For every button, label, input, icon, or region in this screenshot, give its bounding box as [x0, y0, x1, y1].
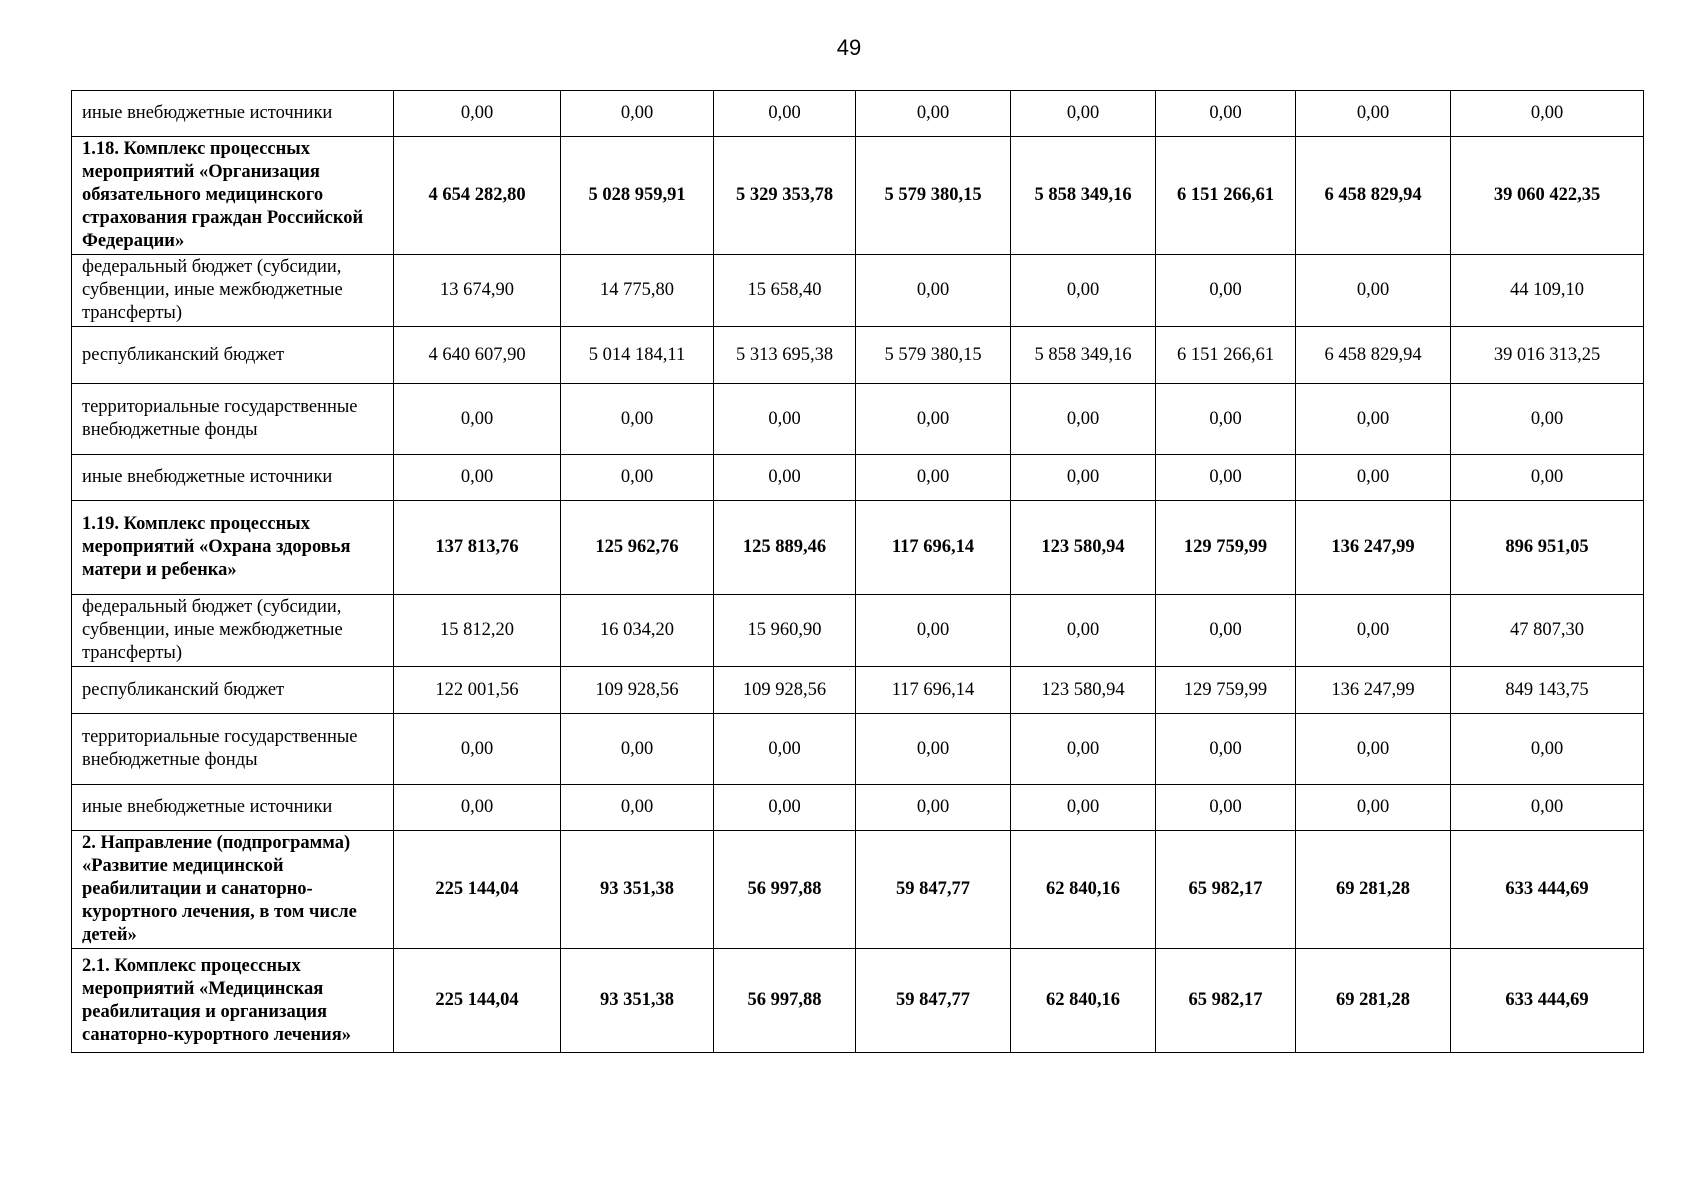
row-value: 0,00 [1296, 384, 1451, 455]
row-value: 0,00 [561, 91, 714, 137]
row-label: 1.18. Комплекс процессных мероприятий «Организация обязательного медицинского страхования граждан Российской Федерации» [72, 137, 394, 255]
row-value: 16 034,20 [561, 595, 714, 667]
row-value: 137 813,76 [394, 501, 561, 595]
table-row [72, 384, 1644, 455]
row-value: 5 579 380,15 [856, 327, 1011, 384]
row-value: 129 759,99 [1156, 501, 1296, 595]
row-value: 65 982,17 [1156, 949, 1296, 1053]
row-value: 0,00 [856, 91, 1011, 137]
row-value: 0,00 [714, 714, 856, 785]
row-value: 125 962,76 [561, 501, 714, 595]
row-value: 5 579 380,15 [856, 137, 1011, 255]
budget-table-body [72, 91, 1644, 1053]
row-value: 0,00 [394, 455, 561, 501]
row-value: 5 313 695,38 [714, 327, 856, 384]
row-value: 0,00 [561, 455, 714, 501]
row-value: 0,00 [394, 384, 561, 455]
row-value: 5 858 349,16 [1011, 327, 1156, 384]
row-value: 0,00 [1451, 714, 1644, 785]
row-value: 0,00 [1451, 455, 1644, 501]
row-value: 69 281,28 [1296, 949, 1451, 1053]
row-value: 225 144,04 [394, 949, 561, 1053]
row-value: 117 696,14 [856, 501, 1011, 595]
row-value: 93 351,38 [561, 831, 714, 949]
row-value: 0,00 [394, 714, 561, 785]
row-label: территориальные государственные внебюджетные фонды [72, 714, 394, 785]
row-value: 0,00 [856, 255, 1011, 327]
row-label: иные внебюджетные источники [72, 785, 394, 831]
row-value: 633 444,69 [1451, 949, 1644, 1053]
row-value: 44 109,10 [1451, 255, 1644, 327]
row-value: 0,00 [1011, 384, 1156, 455]
row-value: 0,00 [1156, 91, 1296, 137]
row-label: федеральный бюджет (субсидии, субвенции, иные межбюджетные трансферты) [72, 595, 394, 667]
row-label: республиканский бюджет [72, 327, 394, 384]
table-row [72, 327, 1644, 384]
row-value: 0,00 [1451, 785, 1644, 831]
row-value: 0,00 [1156, 455, 1296, 501]
row-value: 5 028 959,91 [561, 137, 714, 255]
row-value: 0,00 [1011, 455, 1156, 501]
row-value: 896 951,05 [1451, 501, 1644, 595]
row-value: 0,00 [714, 455, 856, 501]
row-value: 0,00 [1296, 91, 1451, 137]
table-row [72, 501, 1644, 595]
row-value: 849 143,75 [1451, 667, 1644, 714]
row-value: 6 458 829,94 [1296, 327, 1451, 384]
row-value: 0,00 [1296, 255, 1451, 327]
table-row [72, 667, 1644, 714]
row-value: 62 840,16 [1011, 949, 1156, 1053]
table-row [72, 137, 1644, 255]
row-value: 0,00 [1011, 714, 1156, 785]
row-value: 4 654 282,80 [394, 137, 561, 255]
row-value: 0,00 [714, 91, 856, 137]
row-value: 6 458 829,94 [1296, 137, 1451, 255]
row-value: 93 351,38 [561, 949, 714, 1053]
row-value: 47 807,30 [1451, 595, 1644, 667]
row-value: 0,00 [1451, 91, 1644, 137]
row-label: республиканский бюджет [72, 667, 394, 714]
row-value: 0,00 [394, 91, 561, 137]
row-value: 0,00 [1296, 595, 1451, 667]
row-value: 56 997,88 [714, 831, 856, 949]
row-value: 129 759,99 [1156, 667, 1296, 714]
row-value: 0,00 [1011, 255, 1156, 327]
row-value: 0,00 [1296, 785, 1451, 831]
row-value: 0,00 [714, 785, 856, 831]
row-value: 123 580,94 [1011, 667, 1156, 714]
page-number: 49 [836, 35, 862, 60]
table-row [72, 91, 1644, 137]
table-row [72, 831, 1644, 949]
row-value: 15 812,20 [394, 595, 561, 667]
table-row [72, 255, 1644, 327]
row-value: 0,00 [1156, 255, 1296, 327]
row-value: 0,00 [714, 384, 856, 455]
row-value: 4 640 607,90 [394, 327, 561, 384]
row-value: 39 016 313,25 [1451, 327, 1644, 384]
table-row [72, 785, 1644, 831]
row-value: 0,00 [1296, 455, 1451, 501]
row-value: 6 151 266,61 [1156, 137, 1296, 255]
row-value: 59 847,77 [856, 831, 1011, 949]
row-value: 0,00 [561, 384, 714, 455]
row-value: 109 928,56 [714, 667, 856, 714]
row-value: 136 247,99 [1296, 667, 1451, 714]
row-value: 0,00 [561, 714, 714, 785]
row-value: 0,00 [1296, 714, 1451, 785]
row-label: территориальные государственные внебюджетные фонды [72, 384, 394, 455]
row-value: 6 151 266,61 [1156, 327, 1296, 384]
row-label: 2. Направление (подпрограмма) «Развитие медицинской реабилитации и санаторно-курортного лечения, в том числе детей» [72, 831, 394, 949]
row-value: 0,00 [1011, 785, 1156, 831]
row-value: 122 001,56 [394, 667, 561, 714]
row-value: 62 840,16 [1011, 831, 1156, 949]
row-value: 0,00 [856, 455, 1011, 501]
row-value: 0,00 [856, 785, 1011, 831]
row-value: 0,00 [394, 785, 561, 831]
row-value: 56 997,88 [714, 949, 856, 1053]
row-value: 136 247,99 [1296, 501, 1451, 595]
row-value: 125 889,46 [714, 501, 856, 595]
row-value: 0,00 [1156, 384, 1296, 455]
row-value: 14 775,80 [561, 255, 714, 327]
table-row [72, 949, 1644, 1053]
row-value: 59 847,77 [856, 949, 1011, 1053]
row-label: федеральный бюджет (субсидии, субвенции, иные межбюджетные трансферты) [72, 255, 394, 327]
row-label: 2.1. Комплекс процессных мероприятий «Медицинская реабилитация и организация санаторно-курортного лечения» [72, 949, 394, 1053]
row-value: 0,00 [561, 785, 714, 831]
row-value: 69 281,28 [1296, 831, 1451, 949]
table-row [72, 455, 1644, 501]
row-value: 0,00 [1156, 595, 1296, 667]
row-value: 5 014 184,11 [561, 327, 714, 384]
row-label: иные внебюджетные источники [72, 91, 394, 137]
row-value: 13 674,90 [394, 255, 561, 327]
row-value: 0,00 [856, 714, 1011, 785]
row-label: 1.19. Комплекс процессных мероприятий «Охрана здоровья матери и ребенка» [72, 501, 394, 595]
row-value: 225 144,04 [394, 831, 561, 949]
row-value: 0,00 [1156, 714, 1296, 785]
row-value: 65 982,17 [1156, 831, 1296, 949]
row-value: 633 444,69 [1451, 831, 1644, 949]
row-value: 0,00 [1451, 384, 1644, 455]
row-value: 5 858 349,16 [1011, 137, 1156, 255]
row-value: 109 928,56 [561, 667, 714, 714]
row-value: 5 329 353,78 [714, 137, 856, 255]
row-value: 0,00 [1011, 595, 1156, 667]
row-value: 0,00 [1156, 785, 1296, 831]
row-value: 123 580,94 [1011, 501, 1156, 595]
row-value: 15 960,90 [714, 595, 856, 667]
table-row [72, 595, 1644, 667]
row-value: 0,00 [856, 595, 1011, 667]
row-value: 39 060 422,35 [1451, 137, 1644, 255]
budget-table [71, 90, 1644, 1053]
row-value: 117 696,14 [856, 667, 1011, 714]
row-value: 0,00 [1011, 91, 1156, 137]
row-label: иные внебюджетные источники [72, 455, 394, 501]
row-value: 0,00 [856, 384, 1011, 455]
row-value: 15 658,40 [714, 255, 856, 327]
table-row [72, 714, 1644, 785]
